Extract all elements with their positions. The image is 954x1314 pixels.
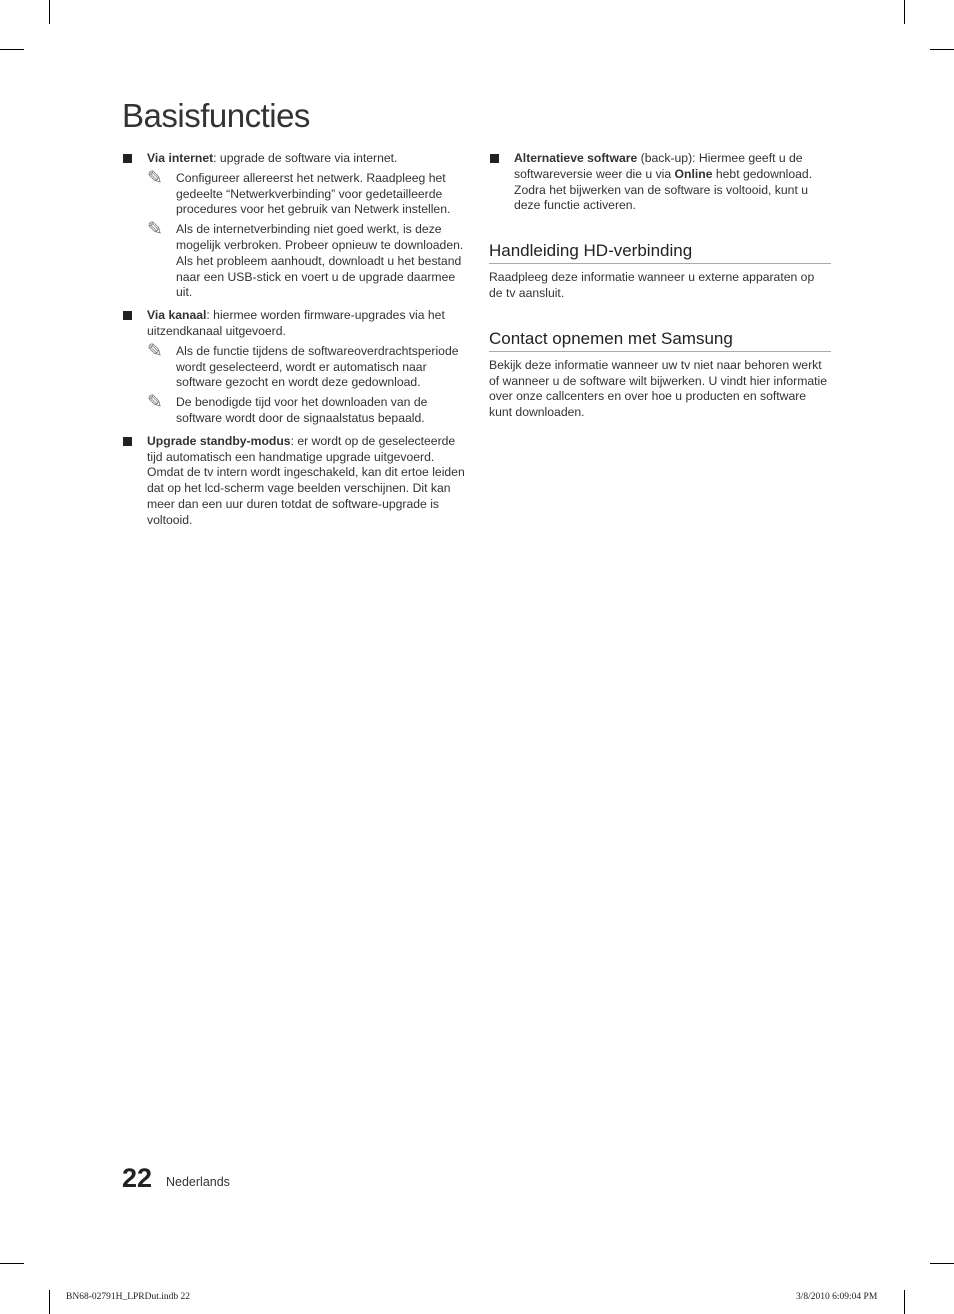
crop-mark: [904, 0, 905, 24]
bullet-upgrade-standby: [122, 434, 467, 529]
crop-mark: [0, 1263, 24, 1264]
bullet-label: Alternatieve software: [514, 151, 638, 165]
section-text: Raadpleeg deze informatie wanneer u externe apparaten op de tv aansluit.: [489, 270, 815, 300]
bullet-text: : er wordt op de geselecteerde tijd automatisch een handmatige upgrade uitgevoerd. Omdat de tv intern wordt ingeschakeld, kan dit ertoe leiden dat op het lcd-scherm vage beelden verschijnen. Dit kan meer dan een uur duren totdat de software-upgrade is voltooid.: [147, 433, 465, 527]
section-text: Bekijk deze informatie wanneer uw tv niet naar behoren werkt of wanneer u de software wilt bijwerken. U vindt hier informatie over onze callcenters en over hoe u producten en software kunt downloaden.: [489, 357, 828, 420]
note: [147, 391, 467, 427]
crop-mark: [49, 0, 50, 24]
note-text: Als de internetverbinding niet goed werkt, is deze mogelijk verbroken. Probeer opnieuw te downloaden. Als het probleem aanhoudt, downloadt u het bestand naar een USB-stick en voert u de upgrade daarmee uit.: [176, 222, 464, 300]
pencil-note-icon: ✎: [147, 218, 163, 241]
bullet-text: hebt gedownload. Zodra het bijwerken van de software is voltooid, kunt u deze functie activeren.: [514, 166, 813, 213]
square-bullet-icon: [123, 154, 132, 163]
bullet-alternatieve-software: [489, 151, 831, 214]
note: [147, 166, 467, 218]
note-text: Als de functie tijdens de softwareoverdrachtsperiode wordt geselecteerd, wordt er automatisch naar software gezocht en wordt deze gedownload.: [176, 343, 459, 390]
pencil-note-icon: ✎: [147, 166, 163, 189]
bullet-via-internet: [122, 151, 467, 301]
square-bullet-icon: [123, 437, 132, 446]
bullet-via-kanaal: [122, 308, 467, 427]
square-bullet-icon: [490, 154, 499, 163]
pencil-note-icon: ✎: [147, 339, 163, 362]
section-heading-contact-samsung: Contact opnemen met Samsung: [489, 328, 831, 352]
page-language: Nederlands: [166, 1175, 230, 1189]
bullet-label: Upgrade standby-modus: [147, 433, 291, 448]
square-bullet-icon: [123, 311, 132, 320]
right-column: [489, 151, 831, 421]
crop-mark: [0, 49, 24, 50]
note: [147, 218, 467, 301]
crop-mark: [930, 1263, 954, 1264]
section-heading-hd-verbinding: Handleiding HD-verbinding: [489, 240, 831, 264]
bullet-text: (back-up): Hiermee geeft u de softwareversie weer die u via: [514, 151, 803, 181]
crop-mark: [904, 1290, 905, 1314]
bullet-text: : hiermee worden firmware-upgrades via het uitzendkanaal uitgevoerd.: [147, 308, 445, 338]
page-title: Basisfuncties: [122, 97, 310, 134]
bullet-text: : upgrade de software via internet.: [213, 151, 398, 165]
note: [147, 339, 467, 391]
page-number: 22: [122, 1163, 153, 1193]
online-label: Online: [674, 166, 713, 181]
crop-mark: [930, 49, 954, 50]
bullet-label: Via kanaal: [147, 308, 207, 323]
pencil-note-icon: ✎: [147, 391, 163, 414]
note-text: Configureer allereerst het netwerk. Raadpleeg het gedeelte “Netwerkverbinding” voor gedetailleerde procedures voor het gebruik van Netwerk instellen.: [176, 170, 451, 217]
note-text: De benodigde tijd voor het downloaden van de software wordt door de signaalstatus bepaald.: [176, 395, 428, 425]
print-file-info: BN68-02791H_LPRDut.indb 22: [66, 1292, 191, 1302]
crop-mark: [49, 1290, 50, 1314]
bullet-label: Via internet: [147, 151, 214, 165]
left-column: [122, 151, 467, 536]
print-timestamp: 3/8/2010 6:09:04 PM: [796, 1292, 878, 1302]
